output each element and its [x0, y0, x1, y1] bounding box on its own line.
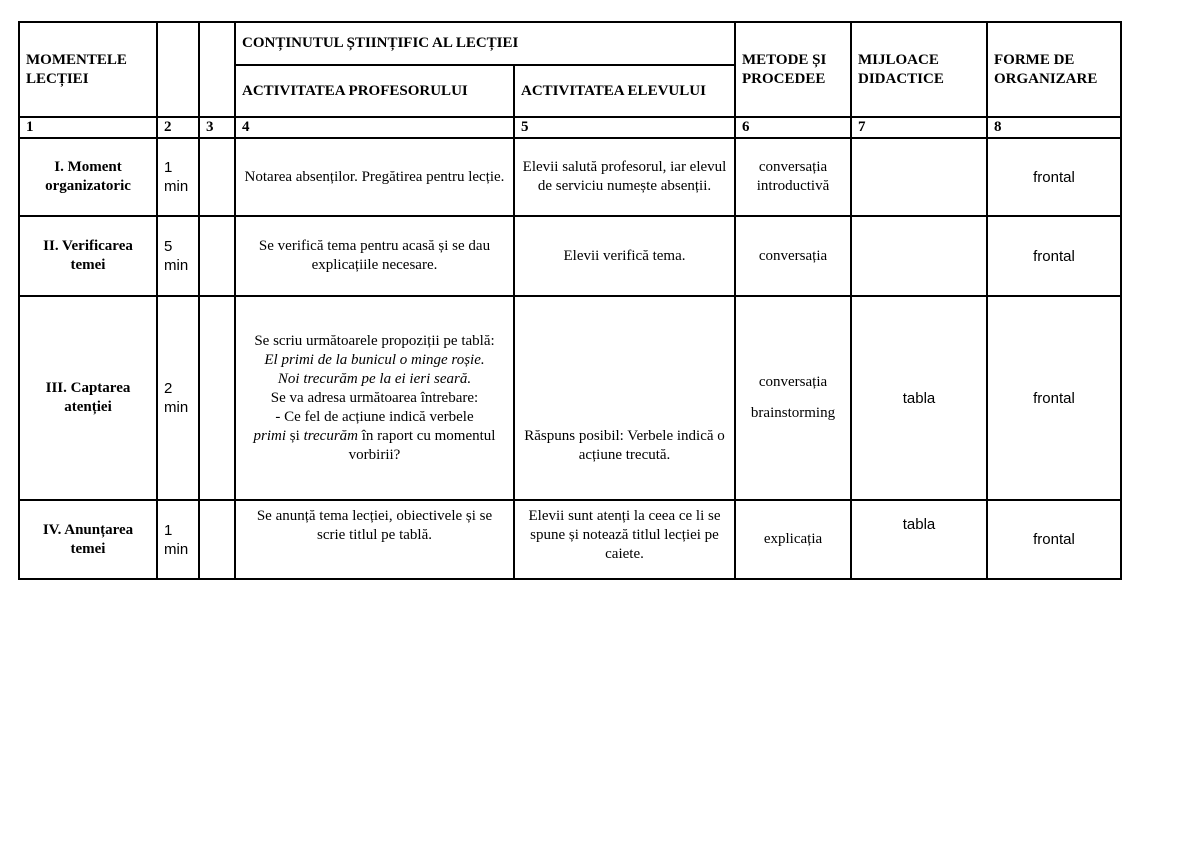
- form-cell: frontal: [987, 216, 1121, 296]
- student-activity-cell: Elevii sunt atenți la ceea ce li se spune și notează titlul lecției pe caiete.: [514, 500, 735, 579]
- teacher-intro: Se scriu următoarele propoziții pe tablă:: [254, 332, 495, 349]
- method-cell: explicația: [735, 500, 851, 579]
- header-time-empty: [157, 22, 199, 117]
- column-number: 1: [19, 117, 157, 138]
- header-moments: MOMENTELE LECȚIEI: [19, 22, 157, 117]
- moment-cell: II. Verificarea temei: [19, 216, 157, 296]
- time-unit: min: [164, 540, 189, 558]
- means-cell: tabla: [851, 500, 987, 579]
- time-unit: min: [164, 178, 189, 195]
- student-answer: Răspuns posibil: Verbele indică o acțiune trecută.: [524, 428, 725, 463]
- time-cell: [157, 500, 199, 579]
- header-means: MIJLOACE DIDACTICE: [851, 22, 987, 117]
- table-row: [19, 296, 1121, 500]
- time-value: 1: [164, 159, 173, 176]
- column-number-row: [19, 117, 1121, 138]
- teacher-activity-cell: Notarea absenților. Pregătirea pentru lecție.: [235, 138, 514, 216]
- header-col3-empty: [199, 22, 235, 117]
- time-unit: min: [164, 399, 189, 416]
- form-cell: frontal: [987, 138, 1121, 216]
- example-sentence: El primi de la bunicul o minge roșie.: [264, 351, 485, 368]
- header-teacher: ACTIVITATEA PROFESORULUI: [235, 65, 514, 117]
- example-sentence: Noi trecurăm pe la ei ieri seară.: [277, 370, 472, 387]
- time-cell: [157, 138, 199, 216]
- teacher-activity-cell: Se anunță tema lecției, obiectivele și se scrie titlul pe tablă.: [235, 500, 514, 579]
- header-content: CONȚINUTUL ȘTIINȚIFIC AL LECȚIEI: [235, 22, 735, 65]
- col3-cell: [199, 216, 235, 296]
- header-student: ACTIVITATEA ELEVULUI: [514, 65, 735, 117]
- method-cell: conversația introductivă: [735, 138, 851, 216]
- time-cell: [157, 296, 199, 500]
- time-value: 2: [164, 380, 173, 397]
- method-cell: [735, 296, 851, 500]
- spacer: [521, 331, 728, 427]
- moment-cell: I. Moment organizatoric: [19, 138, 157, 216]
- time-value: 1: [164, 521, 173, 539]
- table-row: [19, 216, 1121, 296]
- moment-cell: IV. Anunțarea temei: [19, 500, 157, 579]
- lesson-plan-table: [18, 21, 1122, 580]
- column-number: 5: [514, 117, 735, 138]
- student-activity-cell: Elevii salută profesorul, iar elevul de serviciu numește absenții.: [514, 138, 735, 216]
- column-number: 3: [199, 117, 235, 138]
- student-activity-cell: [514, 296, 735, 500]
- question-intro: Se va adresa următoarea întrebare:: [270, 389, 479, 406]
- column-number: 2: [157, 117, 199, 138]
- conjunction: și: [286, 427, 304, 444]
- question-verbs: [254, 428, 496, 463]
- col3-cell: [199, 500, 235, 579]
- method-item: conversația: [758, 374, 828, 390]
- means-cell: tabla: [851, 296, 987, 500]
- method-item: brainstorming: [750, 405, 836, 421]
- column-number: 4: [235, 117, 514, 138]
- question-line: - Ce fel de acțiune indică verbele: [275, 408, 474, 425]
- verb-trecuram: trecurăm: [303, 427, 358, 444]
- table-row: [19, 500, 1121, 579]
- column-number: 8: [987, 117, 1121, 138]
- form-cell: frontal: [987, 296, 1121, 500]
- table-row: [19, 138, 1121, 216]
- means-cell: [851, 216, 987, 296]
- header-row-top: [19, 22, 1121, 65]
- form-cell: frontal: [987, 500, 1121, 579]
- means-cell: [851, 138, 987, 216]
- column-number: 7: [851, 117, 987, 138]
- column-number: 6: [735, 117, 851, 138]
- time-cell: [157, 216, 199, 296]
- teacher-activity-cell: Se verifică tema pentru acasă și se dau explicațiile necesare.: [235, 216, 514, 296]
- question-end: în raport cu momentul vorbirii?: [348, 427, 496, 463]
- col3-cell: [199, 296, 235, 500]
- verb-primi: primi: [253, 427, 287, 444]
- time-value: 5: [164, 238, 173, 255]
- header-forms: FORME DE ORGANIZARE: [987, 22, 1121, 117]
- student-activity-cell: Elevii verifică tema.: [514, 216, 735, 296]
- spacer: [742, 392, 844, 404]
- header-methods: METODE ȘI PROCEDEE: [735, 22, 851, 117]
- teacher-activity-cell: [235, 296, 514, 500]
- time-unit: min: [164, 257, 189, 274]
- moment-cell: III. Captarea atenției: [19, 296, 157, 500]
- method-cell: conversația: [735, 216, 851, 296]
- col3-cell: [199, 138, 235, 216]
